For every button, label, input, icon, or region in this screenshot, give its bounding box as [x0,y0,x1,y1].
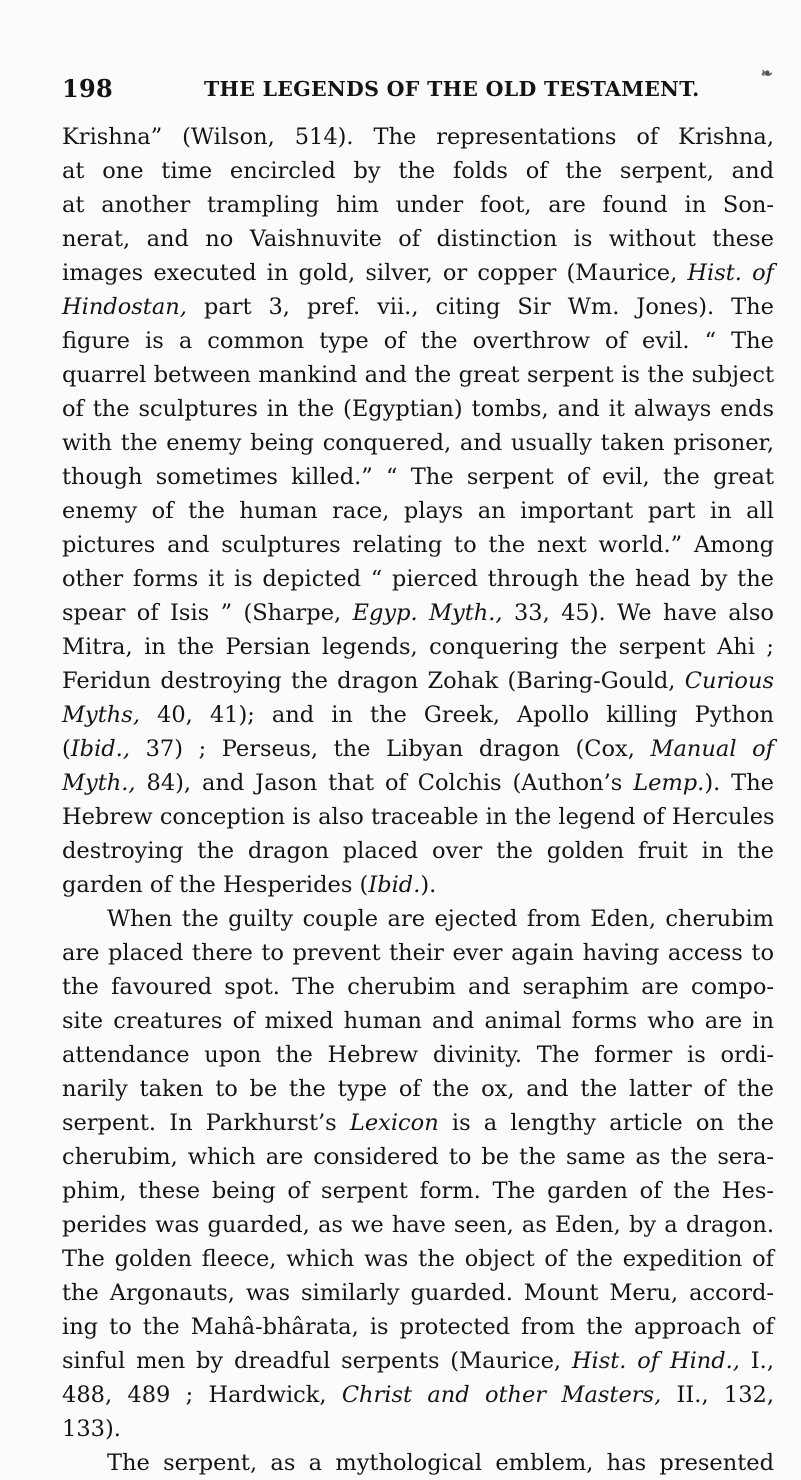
page-header [62,66,774,114]
text-line: nerat, and no Vaishnuvite of distinction is without these [62,226,774,252]
text-line: destroying the dragon placed over the golden fruit in the [62,838,774,864]
text-line: at one time encircled by the folds of the serpent, and [62,158,774,184]
text-line: quarrel between mankind and the great serpent is the subject [62,362,774,388]
text-line: of the sculptures in the (Egyptian) tombs, and it always ends [62,396,774,422]
text-line: enemy of the human race, plays an important part in all [62,498,774,524]
text-line: (Ibid., 37) ; Perseus, the Libyan dragon (Cox, Manual of [62,736,774,762]
text-line: narily taken to be the type of the ox, and the latter of the [62,1076,774,1102]
text-line: Mitra, in the Persian legends, conquering the serpent Ahi ; [62,634,774,660]
text-line: the favoured spot. The cherubim and seraphim are compo- [62,974,774,1000]
running-head: THE LEGENDS OF THE OLD TESTAMENT. [204,77,700,101]
text-line: cherubim, which are considered to be the same as the sera- [62,1144,774,1170]
text-line: Myth., 84), and Jason that of Colchis (Authon’s Lemp.). The [62,770,774,796]
text-line: with the enemy being conquered, and usually taken prisoner, [62,430,774,456]
text-line: The golden fleece, which was the object of the expedition of [62,1246,774,1272]
text-line: When the guilty couple are ejected from Eden, cherubim [107,906,774,932]
text-line: the Argonauts, was similarly guarded. Mount Meru, accord- [62,1280,774,1306]
text-line: 133). [62,1416,121,1442]
text-line: images executed in gold, silver, or copper (Maurice, Hist. of [62,260,774,286]
text-line: pictures and sculptures relating to the next world.” Among [62,532,774,558]
text-line: are placed there to prevent their ever again having access to [62,940,774,966]
text-line: serpent. In Parkhurst’s Lexicon is a lengthy article on the [62,1110,774,1136]
corner-ornament: ❧ [761,66,774,82]
text-line: 488, 489 ; Hardwick, Christ and other Masters, II., 132, [62,1382,774,1408]
text-line: phim, these being of serpent form. The garden of the Hes- [62,1178,774,1204]
text-line: spear of Isis ” (Sharpe, Egyp. Myth., 33, 45). We have also [62,600,774,626]
text-line: site creatures of mixed human and animal forms who are in [62,1008,774,1034]
text-line: perides was guarded, as we have seen, as Eden, by a dragon. [62,1212,774,1238]
text-line: Feridun destroying the dragon Zohak (Baring-Gould, Curious [62,668,774,694]
body-text [62,120,774,1480]
text-line: Hindostan, part 3, pref. vii., citing Sir Wm. Jones). The [62,294,774,320]
text-line: The serpent, as a mythological emblem, has presented [107,1450,774,1476]
page-number: 198 [62,74,113,103]
text-line: Krishna” (Wilson, 514). The representations of Krishna, [62,124,774,150]
text-line: though sometimes killed.” “ The serpent of evil, the great [62,464,774,490]
text-line: other forms it is depicted “ pierced through the head by the [62,566,774,592]
text-line: figure is a common type of the overthrow of evil. “ The [62,328,774,354]
text-line: sinful men by dreadful serpents (Maurice, Hist. of Hind., I., [62,1348,774,1374]
text-line: ing to the Mahâ-bhârata, is protected from the approach of [62,1314,774,1340]
text-line: garden of the Hesperides (Ibid.). [62,872,437,898]
text-line: Myths, 40, 41); and in the Greek, Apollo killing Python [62,702,774,728]
text-line: at another trampling him under foot, are found in Son- [62,192,774,218]
text-line: Hebrew conception is also traceable in the legend of Hercules [62,804,775,830]
text-line: attendance upon the Hebrew divinity. The former is ordi- [62,1042,774,1068]
